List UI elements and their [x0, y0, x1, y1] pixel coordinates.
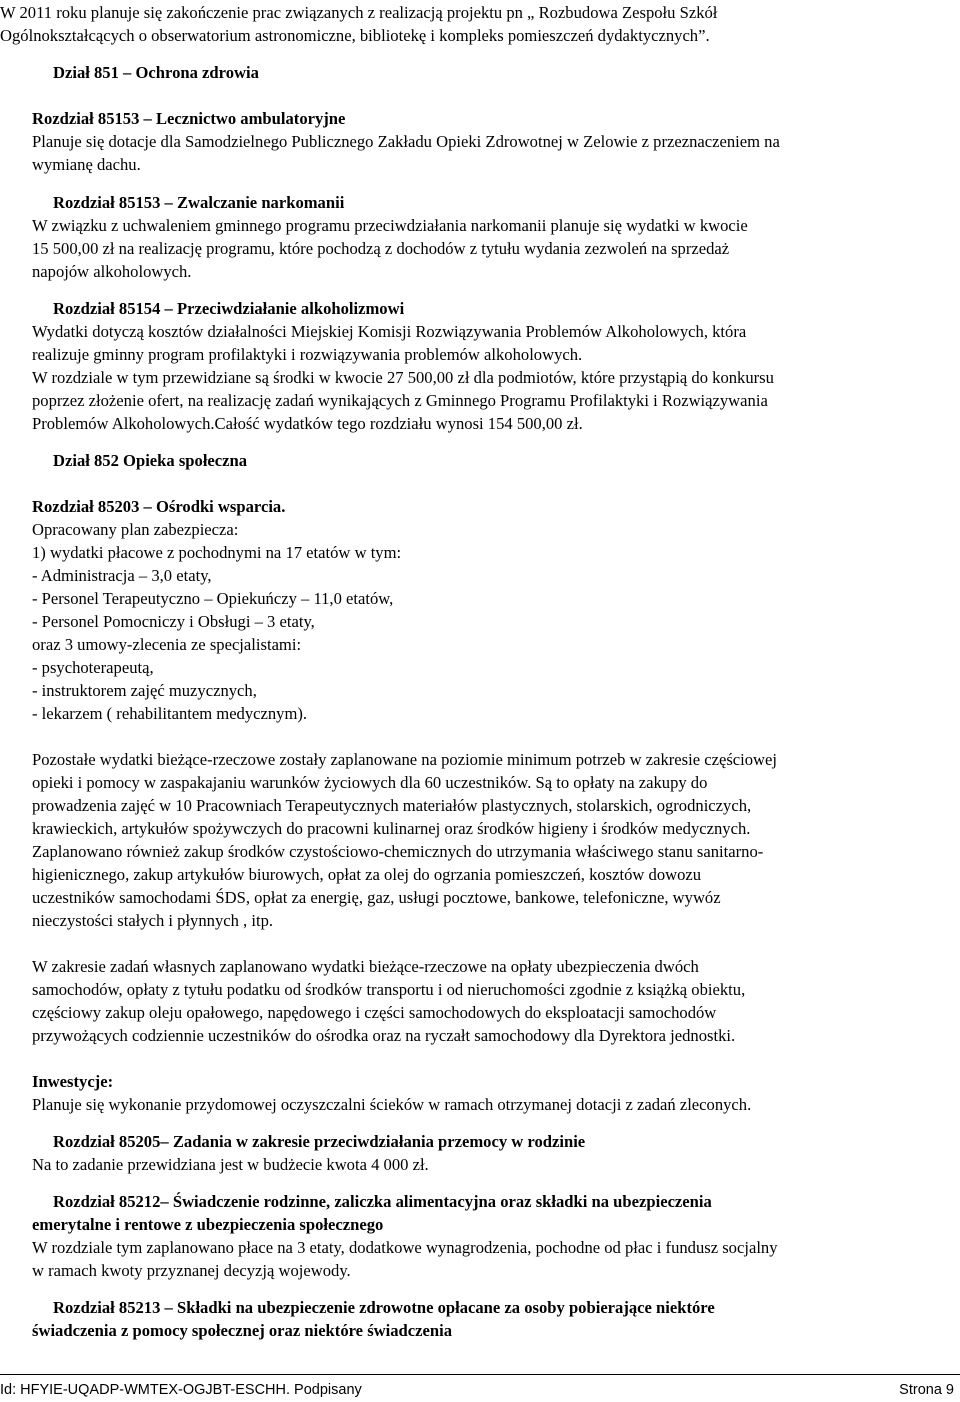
text-line: prowadzenia zajęć w 10 Pracowniach Terapeutycznych materiałów plastycznych, stolarskich, ogrodniczych,	[32, 796, 752, 815]
text-line: Na to zadanie przewidziana jest w budżecie kwota 4 000 zł.	[32, 1155, 429, 1174]
text-line: poprzez złożenie ofert, na realizację zadań wynikających z Gminnego Programu Profilaktyki i Rozwiązywania	[32, 391, 768, 410]
section-heading: Inwestycje:	[32, 1072, 114, 1091]
section-heading: Rozdział 85212– Świadczenie rodzinne, zaliczka alimentacyjna oraz składki na ubezpieczenia	[53, 1192, 712, 1211]
section-heading: Dział 851 – Ochrona zdrowia	[53, 63, 259, 82]
text-line: W rozdziale w tym przewidziane są środki w kwocie 27 500,00 zł dla podmiotów, które przystąpią do konkursu	[32, 368, 774, 387]
footer-divider	[0, 1374, 960, 1375]
text-line: higienicznego, zakup artykułów biurowych, opłat za olej do ogrzania pomieszczeń, kosztów dowozu	[32, 865, 702, 884]
text-line: samochodów, opłaty z tytułu podatku od środków transportu i od nieruchomości zgodnie z książką obiektu,	[32, 980, 746, 999]
text-line: uczestników samochodami ŚDS, opłat za energię, gaz, usługi pocztowe, bankowe, telefoniczne, wywóz	[32, 888, 721, 907]
text-line: - Personel Pomocniczy i Obsługi – 3 etaty,	[32, 612, 315, 631]
section-heading: Rozdział 85203 – Ośrodki wsparcia.	[32, 497, 286, 516]
text-line: Wydatki dotyczą kosztów działalności Miejskiej Komisji Rozwiązywania Problemów Alkoholowych, która	[32, 322, 747, 341]
text-line: - psychoterapeutą,	[32, 658, 154, 677]
text-line: W rozdziale tym zaplanowano płace na 3 etaty, dodatkowe wynagrodzenia, pochodne od płac i fundusz socjalny	[32, 1238, 778, 1257]
text-line: 15 500,00 zł na realizację programu, które pochodzą z dochodów z tytułu wydania zezwoleń na sprzedaż	[32, 239, 730, 258]
text-line: W 2011 roku planuje się zakończenie prac związanych z realizacją projektu pn „ Rozbudowa Zespołu Szkół	[0, 3, 718, 22]
text-line: Problemów Alkoholowych.Całość wydatków tego rozdziału wynosi 154 500,00 zł.	[32, 414, 583, 433]
text-line: w ramach kwoty przyznanej decyzją wojewody.	[32, 1261, 351, 1280]
text-line: - Administracja – 3,0 etaty,	[32, 566, 212, 585]
text-line: - lekarzem ( rehabilitantem medycznym).	[32, 704, 308, 723]
text-line: napojów alkoholowych.	[32, 262, 192, 281]
text-line: W zakresie zadań własnych zaplanowano wydatki bieżące-rzeczowe na opłaty ubezpieczenia dwóch	[32, 957, 699, 976]
text-line: 1) wydatki płacowe z pochodnymi na 17 etatów w tym:	[32, 543, 402, 562]
text-line: W związku z uchwaleniem gminnego programu przeciwdziałania narkomanii planuje się wydatki w kwocie	[32, 216, 748, 235]
text-line: wymianę dachu.	[32, 155, 141, 174]
footer-page-number: Strona 9	[899, 1382, 954, 1398]
section-heading: Rozdział 85154 – Przeciwdziałanie alkoholizmowi	[53, 299, 405, 318]
text-line: krawieckich, artykułów spożywczych do pracowni kulinarnej oraz środków higieny i środków medycznych.	[32, 819, 751, 838]
section-heading: Rozdział 85205– Zadania w zakresie przeciwdziałania przemocy w rodzinie	[53, 1132, 586, 1151]
section-heading: Dział 852 Opieka społeczna	[53, 451, 248, 470]
text-line: opieki i pomocy w zaspakajaniu warunków życiowych dla 60 uczestników. Są to opłaty na zakupy do	[32, 773, 708, 792]
section-heading: Rozdział 85153 – Lecznictwo ambulatoryjne	[32, 109, 346, 128]
text-line: Planuje się wykonanie przydomowej oczyszczalni ścieków w ramach otrzymanej dotacji z zadań zleconych.	[32, 1095, 752, 1114]
section-heading: Rozdział 85213 – Składki na ubezpieczenie zdrowotne opłacane za osoby pobierające niektóre	[53, 1298, 715, 1317]
footer-document-id: Id: HFYIE-UQADP-WMTEX-OGJBT-ESCHH. Podpisany	[0, 1382, 362, 1398]
section-heading: Rozdział 85153 – Zwalczanie narkomanii	[53, 193, 345, 212]
text-line: Ogólnokształcących o obserwatorium astronomiczne, bibliotekę i kompleks pomieszczeń dydaktycznych”.	[0, 26, 710, 45]
text-line: przywożących codziennie uczestników do ośrodka oraz na ryczałt samochodowy dla Dyrektora jednostki.	[32, 1026, 736, 1045]
section-heading: emerytalne i rentowe z ubezpieczenia społecznego	[32, 1215, 384, 1234]
text-line: - instruktorem zajęć muzycznych,	[32, 681, 257, 700]
section-heading: świadczenia z pomocy społecznej oraz niektóre świadczenia	[32, 1321, 452, 1340]
text-line: nieczystości stałych i płynnych , itp.	[32, 911, 274, 930]
text-line: częściowy zakup oleju opałowego, napędowego i części samochodowych do eksploatacji samochodów	[32, 1003, 717, 1022]
text-line: - Personel Terapeutyczno – Opiekuńczy – 11,0 etatów,	[32, 589, 394, 608]
text-line: realizuje gminny program profilaktyki i rozwiązywania problemów alkoholowych.	[32, 345, 583, 364]
text-line: Opracowany plan zabezpiecza:	[32, 520, 239, 539]
text-line: Planuje się dotacje dla Samodzielnego Publicznego Zakładu Opieki Zdrowotnej w Zelowie z przeznaczeniem na	[32, 132, 780, 151]
text-line: Zaplanowano również zakup środków czystościowo-chemicznych do utrzymania właściwego stanu sanitarno-	[32, 842, 764, 861]
text-line: oraz 3 umowy-zlecenia ze specjalistami:	[32, 635, 302, 654]
text-line: Pozostałe wydatki bieżące-rzeczowe zostały zaplanowane na poziomie minimum potrzeb w zakresie częściowej	[32, 750, 778, 769]
